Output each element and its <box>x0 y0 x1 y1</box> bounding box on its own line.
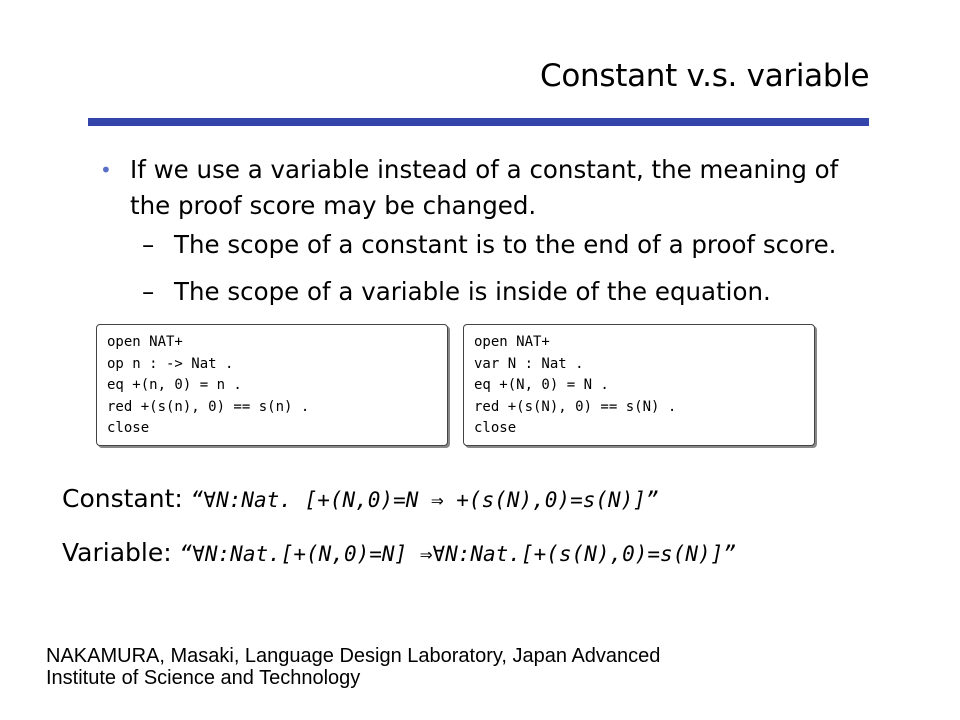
variable-formula <box>62 538 736 567</box>
constant-formula <box>62 484 659 513</box>
code-line: red +(s(N), 0) == s(N) . <box>474 398 677 415</box>
variable-expression: “∀N:Nat.[+(N,0)=N] ⇒∀N:Nat.[+(s(N),0)=s(N)]” <box>179 542 736 566</box>
sub-point-variable <box>142 277 771 306</box>
constant-expression: “∀N:Nat. [+(N,0)=N ⇒ +(s(N),0)=s(N)]” <box>190 488 659 512</box>
code-line: open NAT+ <box>107 334 183 350</box>
main-bullet <box>100 152 880 224</box>
sub-point-constant <box>142 230 836 259</box>
slide-title: Constant v.s. variable <box>540 58 870 94</box>
code-line: open NAT+ <box>474 334 550 350</box>
footer-line: Institute of Science and Technology <box>46 667 361 689</box>
constant-label: Constant: <box>62 484 183 513</box>
code-line: red +(s(n), 0) == s(n) . <box>107 398 310 415</box>
dash-icon: – <box>142 277 155 306</box>
code-line: var N : Nat . <box>474 355 584 372</box>
sub-point-text: The scope of a constant is to the end of a proof score. <box>174 230 837 259</box>
code-line: op n : -> Nat . <box>107 355 234 372</box>
main-bullet-text: If we use a variable instead of a constant, the meaning of the proof score may be changed. <box>130 155 839 220</box>
footer-credit <box>46 645 846 689</box>
code-box-constant <box>96 324 448 446</box>
code-line: close <box>474 420 517 436</box>
footer-line: NAKAMURA, Masaki, Language Design Laboratory, Japan Advanced <box>46 645 661 667</box>
code-line: eq +(n, 0) = n . <box>107 377 242 393</box>
code-box-variable <box>463 324 815 446</box>
dash-icon: – <box>142 230 155 259</box>
variable-label: Variable: <box>62 538 172 567</box>
sub-point-text: The scope of a variable is inside of the equation. <box>174 277 771 306</box>
code-line: close <box>107 420 150 436</box>
title-underline-bar <box>88 118 869 126</box>
bullet-dot-icon: • <box>100 158 112 182</box>
code-line: eq +(N, 0) = N . <box>474 377 609 393</box>
